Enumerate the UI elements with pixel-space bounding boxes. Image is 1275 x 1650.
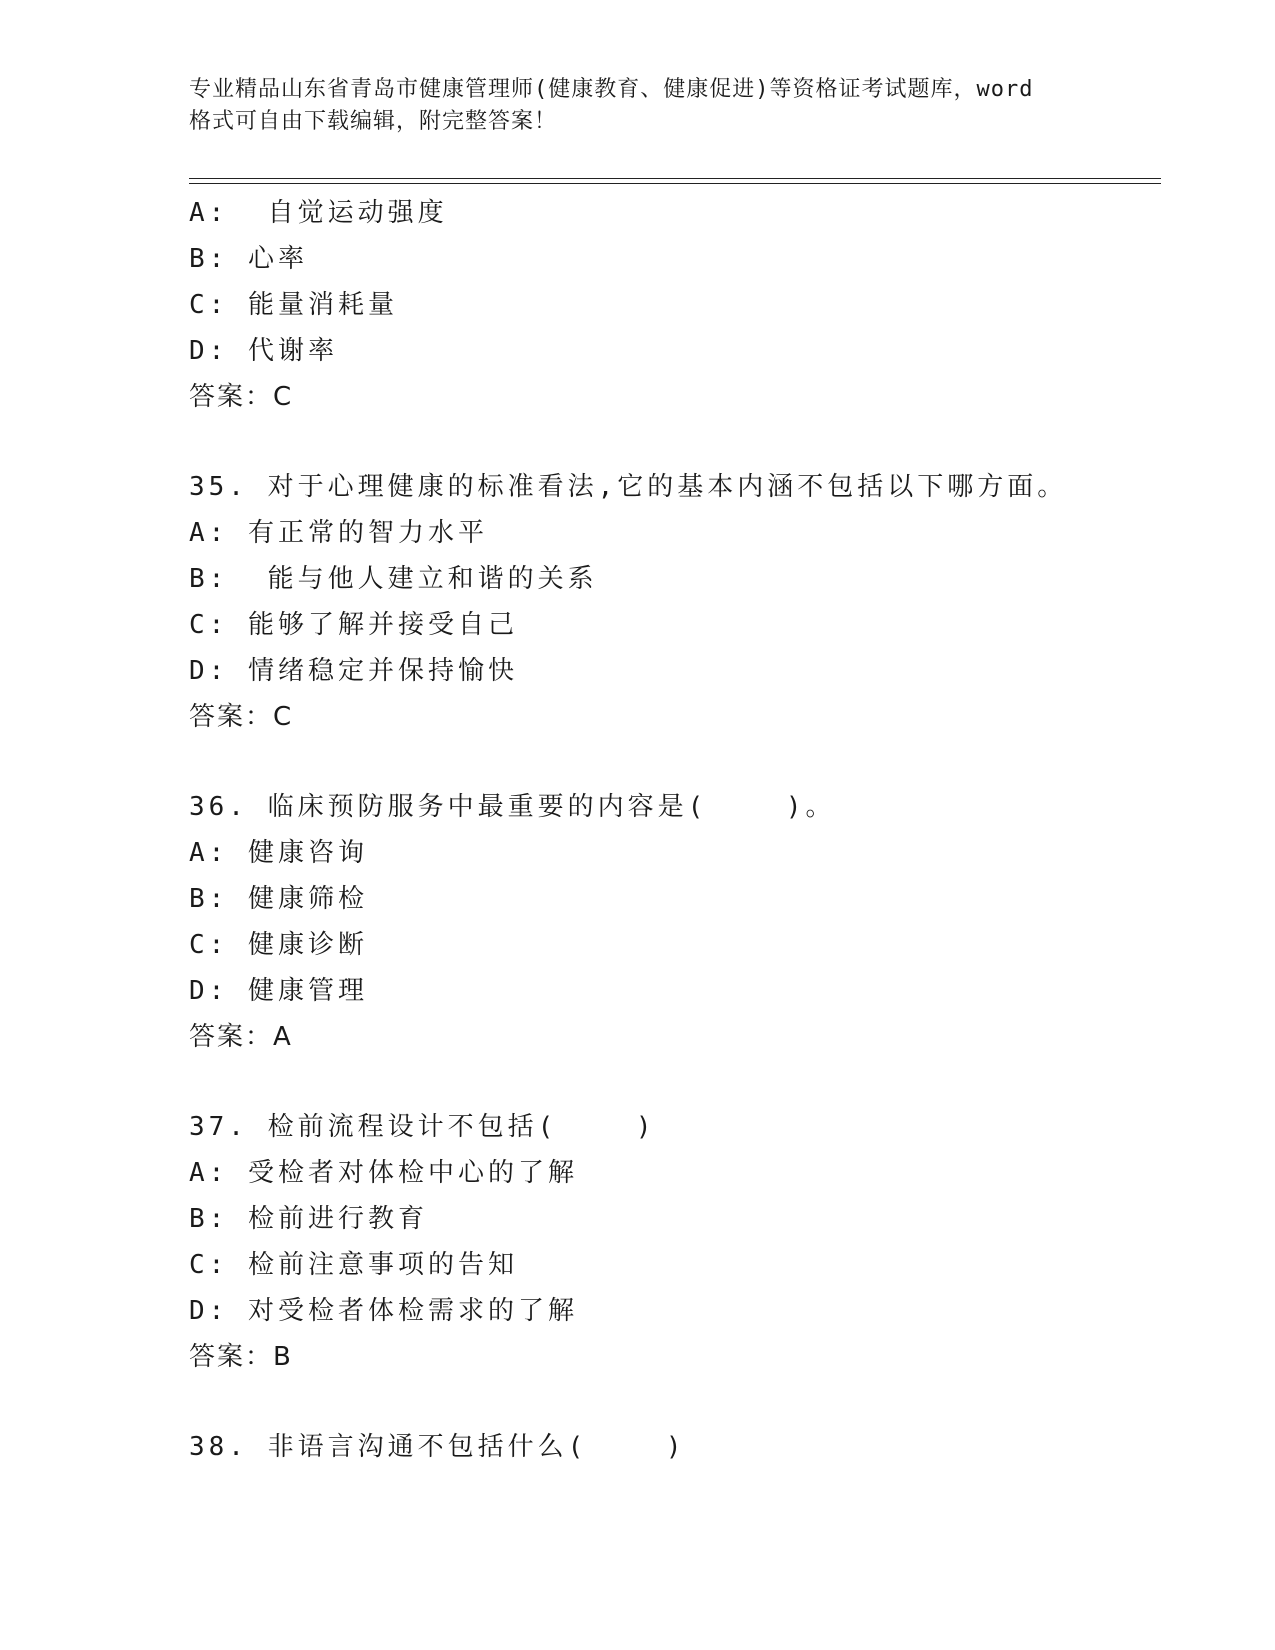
document-header <box>189 74 1109 138</box>
option-d: D: 代谢率 <box>189 336 338 366</box>
option-c: C: 能够了解并接受自己 <box>189 610 518 640</box>
option-d: D: 对受检者体检需求的了解 <box>189 1296 578 1326</box>
spacer <box>189 420 1149 464</box>
option-b: B: 检前进行教育 <box>189 1204 428 1234</box>
answer: 答案：B <box>189 1342 293 1372</box>
option-c: C: 能量消耗量 <box>189 290 398 320</box>
spacer <box>189 740 1149 784</box>
header-line-1: 专业精品山东省青岛市健康管理师(健康教育、健康促进)等资格证考试题库，word <box>189 77 1034 102</box>
question-36 <box>189 784 1149 1060</box>
question-stem: 37. 检前流程设计不包括( ) <box>189 1112 656 1142</box>
question-35 <box>189 464 1149 740</box>
header-divider-bottom <box>189 183 1161 184</box>
question-37 <box>189 1104 1149 1380</box>
question-stem: 38. 非语言沟通不包括什么( ) <box>189 1432 686 1462</box>
spacer <box>189 1380 1149 1424</box>
answer: 答案：A <box>189 1022 293 1052</box>
option-d: D: 情绪稳定并保持愉快 <box>189 656 518 686</box>
option-b: B: 健康筛检 <box>189 884 368 914</box>
option-a: A: 健康咨询 <box>189 838 368 868</box>
spacer <box>189 1060 1149 1104</box>
header-line-2: 格式可自由下载编辑，附完整答案！ <box>189 109 558 134</box>
option-c: C: 健康诊断 <box>189 930 368 960</box>
answer: 答案：C <box>189 382 294 412</box>
option-a: A: 有正常的智力水平 <box>189 518 488 548</box>
question-34 <box>189 190 1149 420</box>
question-38 <box>189 1424 1149 1470</box>
option-a: A: 自觉运动强度 <box>189 198 448 228</box>
question-stem: 35. 对于心理健康的标准看法,它的基本内涵不包括以下哪方面。 <box>189 472 1068 502</box>
header-divider-top <box>189 178 1161 179</box>
option-b: B: 心率 <box>189 244 308 274</box>
option-c: C: 检前注意事项的告知 <box>189 1250 518 1280</box>
question-list <box>189 190 1149 1470</box>
option-b: B: 能与他人建立和谐的关系 <box>189 564 598 594</box>
answer: 答案：C <box>189 702 294 732</box>
option-d: D: 健康管理 <box>189 976 368 1006</box>
option-a: A: 受检者对体检中心的了解 <box>189 1158 578 1188</box>
question-stem: 36. 临床预防服务中最重要的内容是( )。 <box>189 792 836 822</box>
